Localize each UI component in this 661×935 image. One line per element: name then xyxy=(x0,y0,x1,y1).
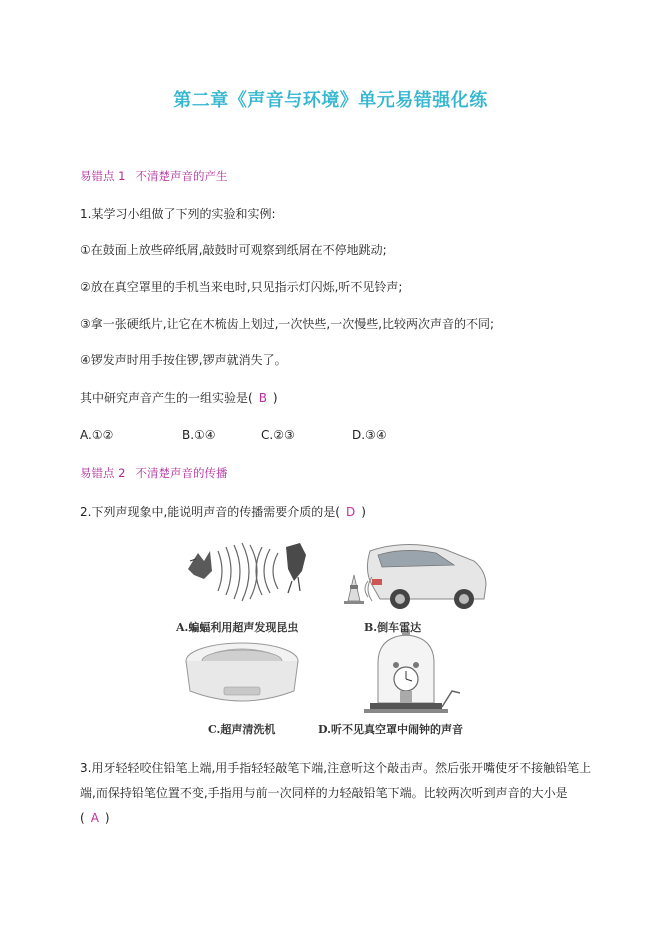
traffic-cone xyxy=(344,575,364,604)
caption-a: A.蝙蝠利用超声发现昆虫 xyxy=(176,621,299,634)
q1-question xyxy=(80,390,278,406)
car-illustration xyxy=(367,544,486,609)
q2-figure xyxy=(174,541,490,739)
q1-option-c: C.②③ xyxy=(261,428,295,442)
caption-d: D.听不见真空罩中闹钟的声音 xyxy=(318,723,463,736)
q1-stem: 1.某学习小组做了下列的实验和实例: xyxy=(80,207,276,221)
section-topic-2: 不清楚声音的传播 xyxy=(135,466,228,480)
q3-prefix: ( xyxy=(80,811,85,825)
q2-stem-prefix: 2.下列声现象中,能说明声音的传播需要介质的是( xyxy=(80,505,340,519)
q1-question-prefix: 其中研究声音产生的一组实验是( xyxy=(80,391,253,405)
sound-waves xyxy=(218,543,278,601)
q1-item-4: ④锣发声时用手按住锣,锣声就消失了。 xyxy=(80,353,287,367)
q1-option-a: A.①② xyxy=(80,428,114,442)
insect-illustration xyxy=(286,543,306,593)
q1-item-2: ②放在真空罩里的手机当来电时,只见指示灯闪烁,听不见铃声; xyxy=(80,280,403,294)
q1-item-1: ①在鼓面上放些碎纸屑,敲鼓时可观察到纸屑在不停地跳动; xyxy=(80,243,387,257)
q2-figure-svg xyxy=(174,541,490,739)
q1-answer: B xyxy=(258,391,267,405)
page-title: 第二章《声音与环境》单元易错强化练 xyxy=(173,90,488,111)
q2-stem-suffix: ) xyxy=(361,505,366,519)
section-heading-2 xyxy=(80,465,227,481)
section-label-1: 易错点 1 xyxy=(80,169,126,183)
q3-line-1: 3.用牙轻轻咬住铅笔上端,用手指轻轻敲笔下端,注意听这个敲击声。然后张开嘴使牙不接触铅笔上 xyxy=(80,761,592,775)
q3-line-2: 端,而保持铅笔位置不变,手指用与前一次同样的力轻敲铅笔下端。比较两次听到声音的大小是 xyxy=(80,786,568,800)
bat-illustration xyxy=(188,551,212,579)
q2-answer: D xyxy=(345,505,356,519)
section-topic-1: 不清楚声音的产生 xyxy=(135,169,228,183)
q3-answer-line xyxy=(80,810,110,826)
cleaner-illustration xyxy=(186,643,298,701)
q3-answer: A xyxy=(90,811,99,825)
caption-b: B.倒车雷达 xyxy=(364,621,422,634)
section-label-2: 易错点 2 xyxy=(80,466,126,480)
q1-option-b: B.①④ xyxy=(182,428,216,442)
section-heading-1 xyxy=(80,168,227,184)
q2-stem xyxy=(80,504,366,520)
q1-question-suffix: ) xyxy=(272,391,278,405)
q1-option-d: D.③④ xyxy=(352,428,387,442)
bell-jar-illustration xyxy=(364,629,460,713)
caption-c: C.超声清洗机 xyxy=(208,723,276,736)
q1-item-3: ③拿一张硬纸片,让它在木梳齿上划过,一次快些,一次慢些,比较两次声音的不同; xyxy=(80,317,495,331)
q3-suffix: ) xyxy=(104,811,110,825)
